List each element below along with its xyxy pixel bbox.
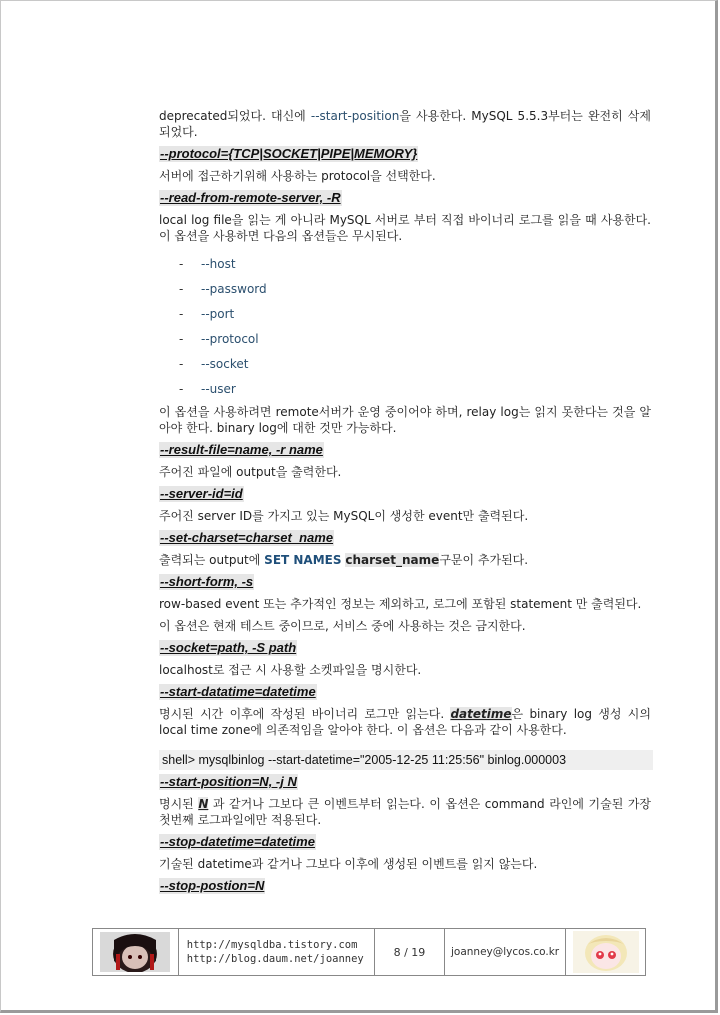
option-stop-datetime-heading: --stop-datetime=datetime [160,834,315,849]
option-start-position-heading: --start-position=N, -j N [160,774,297,789]
footer-avatar-left [93,929,179,975]
list-item: - --password [179,282,267,296]
option-socket-heading: --socket=path, -S path [160,640,297,655]
option-stop-position-heading: --stop-postion=N [160,878,265,893]
option-read-remote-heading: --read-from-remote-server, -R [160,190,341,205]
page-number: 8 / 19 [375,929,445,975]
footer-links [179,929,375,975]
blog-link-tistory[interactable]: http://mysqldba.tistory.com [186,939,358,951]
author-email[interactable]: joanney@lycos.co.kr [445,929,566,975]
option-start-datetime-heading: --start-datatime=datetime [160,684,316,699]
socket-desc: localhost로 접근 시 사용할 소켓파일을 명시한다. [159,663,422,677]
list-item: - --socket [179,357,249,371]
avatar-cartoon-image [573,931,639,973]
avatar-dark-image [100,932,170,972]
document-body [159,108,651,894]
n-keyword: N [198,797,209,811]
result-file-desc: 주어진 파일에 output을 출력한다. [159,465,342,479]
list-item: - --port [179,307,235,321]
blog-link-daum[interactable]: http://blog.daum.net/joanney [186,953,364,965]
option-protocol-heading: --protocol={TCP|SOCKET|PIPE|MEMORY} [160,146,418,161]
footer-avatar-right [566,929,645,975]
server-id-desc: 주어진 server ID를 가지고 있는 MySQL이 생성한 event만 출력된다. [159,509,529,523]
option-set-charset-heading: --set-charset=charset_name [160,530,334,545]
option-short-form-heading: --short-form, -s [160,574,254,589]
list-item: - --protocol [179,332,259,346]
ignored-options-list [159,252,651,402]
short-form-desc: row-based event 또는 추가적인 정보는 제외하고, 로그에 포함된 statement 만 출력된다. [159,597,642,611]
stop-datetime-desc: 기술된 datetime과 같거나 그보다 이후에 생성된 이벤트를 읽지 않는다. [159,857,538,871]
list-item: - --host [179,257,236,271]
start-position-ref: --start-position [310,109,400,123]
short-form-note: 이 옵션은 현재 테스트 중이므로, 서비스 중에 사용하는 것은 금지한다. [159,619,526,633]
option-server-id-heading: --server-id=id [160,486,243,501]
read-remote-desc: local log file을 읽는 게 아니라 MySQL 서버로 부터 직접 바이너리 로그를 읽을 때 사용한다. 이 옵션을 사용하면 다음의 옵션들은 무시된다. [159,213,651,243]
page-footer [92,928,646,976]
protocol-desc: 서버에 접근하기위해 사용하는 protocol을 선택한다. [159,169,436,183]
code-example: shell> mysqlbinlog --start-datetime="2005-12-25 11:25:56" binlog.000003 [159,750,653,770]
set-charset-desc: 출력되는 output에 SET NAMES charset_name구문이 추가된다. [159,553,529,567]
start-position-desc: 명시된 N 과 같거나 그보다 큰 이벤트부터 읽는다. 이 옵션은 command 라인에 기술된 가장 첫번째 로그파일에만 적용된다. [159,797,652,827]
intro-paragraph: deprecated되었다. 대신에 --start-position을 사용한다. MySQL 5.5.3부터는 완전히 삭제되었다. [159,109,651,139]
option-result-file-heading: --result-file=name, -r name [160,442,323,457]
read-remote-note: 이 옵션을 사용하려면 remote서버가 운영 중이어야 하며, relay log는 읽지 못한다는 것을 알아야 한다. binary log에 대한 것만 가능하다. [159,405,651,435]
list-item: - --user [179,382,236,396]
set-names-keyword: SET NAMES [264,553,342,567]
start-datetime-desc: 명시된 시간 이후에 작성된 바이너리 로그만 읽는다. datetime은 binary log 생성 시의 local time zone에 의존적임을 알아야 한다. 이 옵션은 다음과 같이 사용한다. [159,707,651,737]
datetime-keyword: datetime [450,707,512,721]
charset-name-keyword: charset_name [345,553,440,567]
